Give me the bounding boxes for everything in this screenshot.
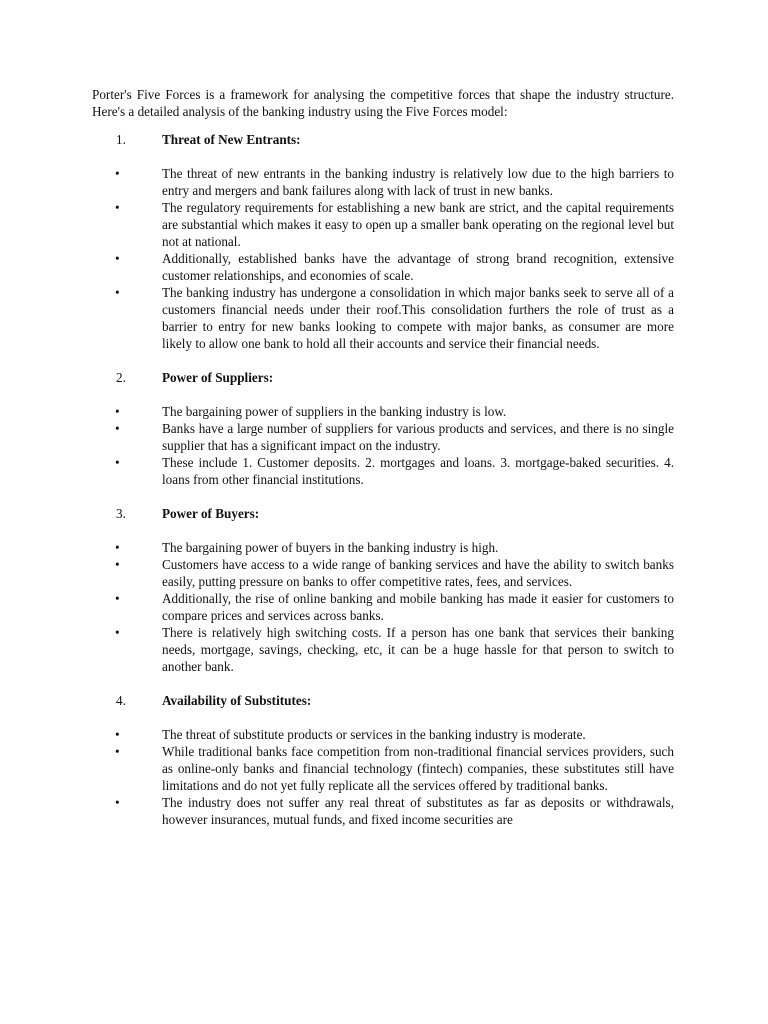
bullet-icon: • [115, 421, 120, 436]
bullet-item [92, 556, 674, 590]
bullet-list [92, 539, 674, 675]
bullet-text: The regulatory requirements for establishing a new bank are strict, and the capital requirements are substantial which makes it easy to open up a smaller bank operating on the regional level but not at national. [162, 200, 674, 249]
bullet-icon: • [115, 557, 120, 572]
section-title: Power of Suppliers: [162, 370, 274, 385]
bullet-icon: • [115, 744, 120, 759]
section-number: 1. [116, 132, 126, 147]
section-number: 2. [116, 370, 126, 385]
bullet-item [92, 165, 674, 199]
section-power-of-suppliers [92, 369, 674, 488]
bullet-item [92, 590, 674, 624]
section-number: 4. [116, 693, 126, 708]
section-heading [92, 131, 674, 148]
section-threat-of-new-entrants [92, 131, 674, 352]
bullet-item [92, 794, 674, 828]
bullet-text: Banks have a large number of suppliers for various products and services, and there is no single supplier that has a significant impact on the industry. [162, 421, 674, 453]
section-heading [92, 369, 674, 386]
bullet-text: The threat of new entrants in the banking industry is relatively low due to the high barriers to entry and mergers and bank failures along with lack of trust in new banks. [162, 166, 674, 198]
bullet-item [92, 726, 674, 743]
bullet-icon: • [115, 200, 120, 215]
section-availability-of-substitutes [92, 692, 674, 828]
bullet-list [92, 165, 674, 352]
bullet-item [92, 284, 674, 352]
bullet-icon: • [115, 166, 120, 181]
bullet-icon: • [115, 591, 120, 606]
bullet-item [92, 250, 674, 284]
bullet-item [92, 403, 674, 420]
bullet-text: Additionally, established banks have the advantage of strong brand recognition, extensive customer relationships, and economies of scale. [162, 251, 674, 283]
bullet-icon: • [115, 795, 120, 810]
bullet-icon: • [115, 727, 120, 742]
bullet-text: Customers have access to a wide range of banking services and have the ability to switch banks easily, putting pressure on banks to offer competitive rates, fees, and services. [162, 557, 674, 589]
section-title: Availability of Substitutes: [162, 693, 312, 708]
section-number: 3. [116, 506, 126, 521]
section-title: Power of Buyers: [162, 506, 260, 521]
section-title: Threat of New Entrants: [162, 132, 301, 147]
bullet-item [92, 624, 674, 675]
bullet-icon: • [115, 540, 120, 555]
bullet-item [92, 743, 674, 794]
section-heading [92, 505, 674, 522]
bullet-text: These include 1. Customer deposits. 2. mortgages and loans. 3. mortgage-baked securities. 4. loans from other financial institutions. [162, 455, 674, 487]
bullet-text: The bargaining power of buyers in the banking industry is high. [162, 540, 499, 555]
bullet-text: The threat of substitute products or services in the banking industry is moderate. [162, 727, 586, 742]
bullet-text: The bargaining power of suppliers in the banking industry is low. [162, 404, 507, 419]
section-heading [92, 692, 674, 709]
bullet-icon: • [115, 251, 120, 266]
bullet-item [92, 539, 674, 556]
bullet-list [92, 726, 674, 828]
section-power-of-buyers [92, 505, 674, 675]
bullet-text: The banking industry has undergone a consolidation in which major banks seek to serve all of a customers financial needs under their roof.This consolidation furthers the role of trust as a barrier to entry for new banks looking to compete with major banks, as consumer are more likely to allow one bank to hold all their accounts and service their financial needs. [162, 285, 674, 351]
bullet-list [92, 403, 674, 488]
bullet-text: Additionally, the rise of online banking and mobile banking has made it easier for customers to compare prices and services across banks. [162, 591, 674, 623]
bullet-text: The industry does not suffer any real threat of substitutes as far as deposits or withdrawals, however insurances, mutual funds, and fixed income securities are [162, 795, 674, 827]
bullet-item [92, 420, 674, 454]
bullet-text: There is relatively high switching costs. If a person has one bank that services their banking needs, mortgage, savings, checking, etc, it can be a huge hassle for that person to switch to another bank. [162, 625, 674, 674]
bullet-item [92, 454, 674, 488]
bullet-text: While traditional banks face competition from non-traditional financial services providers, such as online-only banks and financial technology (fintech) companies, these substitutes still have limitations and do not yet fully replicate all the services offered by traditional banks. [162, 744, 674, 793]
bullet-icon: • [115, 455, 120, 470]
bullet-item [92, 199, 674, 250]
intro-paragraph: Porter's Five Forces is a framework for analysing the competitive forces that shape the industry structure. Here's a detailed analysis of the banking industry using the Five Forces model: [92, 87, 674, 119]
bullet-icon: • [115, 404, 120, 419]
bullet-icon: • [115, 625, 120, 640]
document-page [92, 86, 674, 845]
bullet-icon: • [115, 285, 120, 300]
